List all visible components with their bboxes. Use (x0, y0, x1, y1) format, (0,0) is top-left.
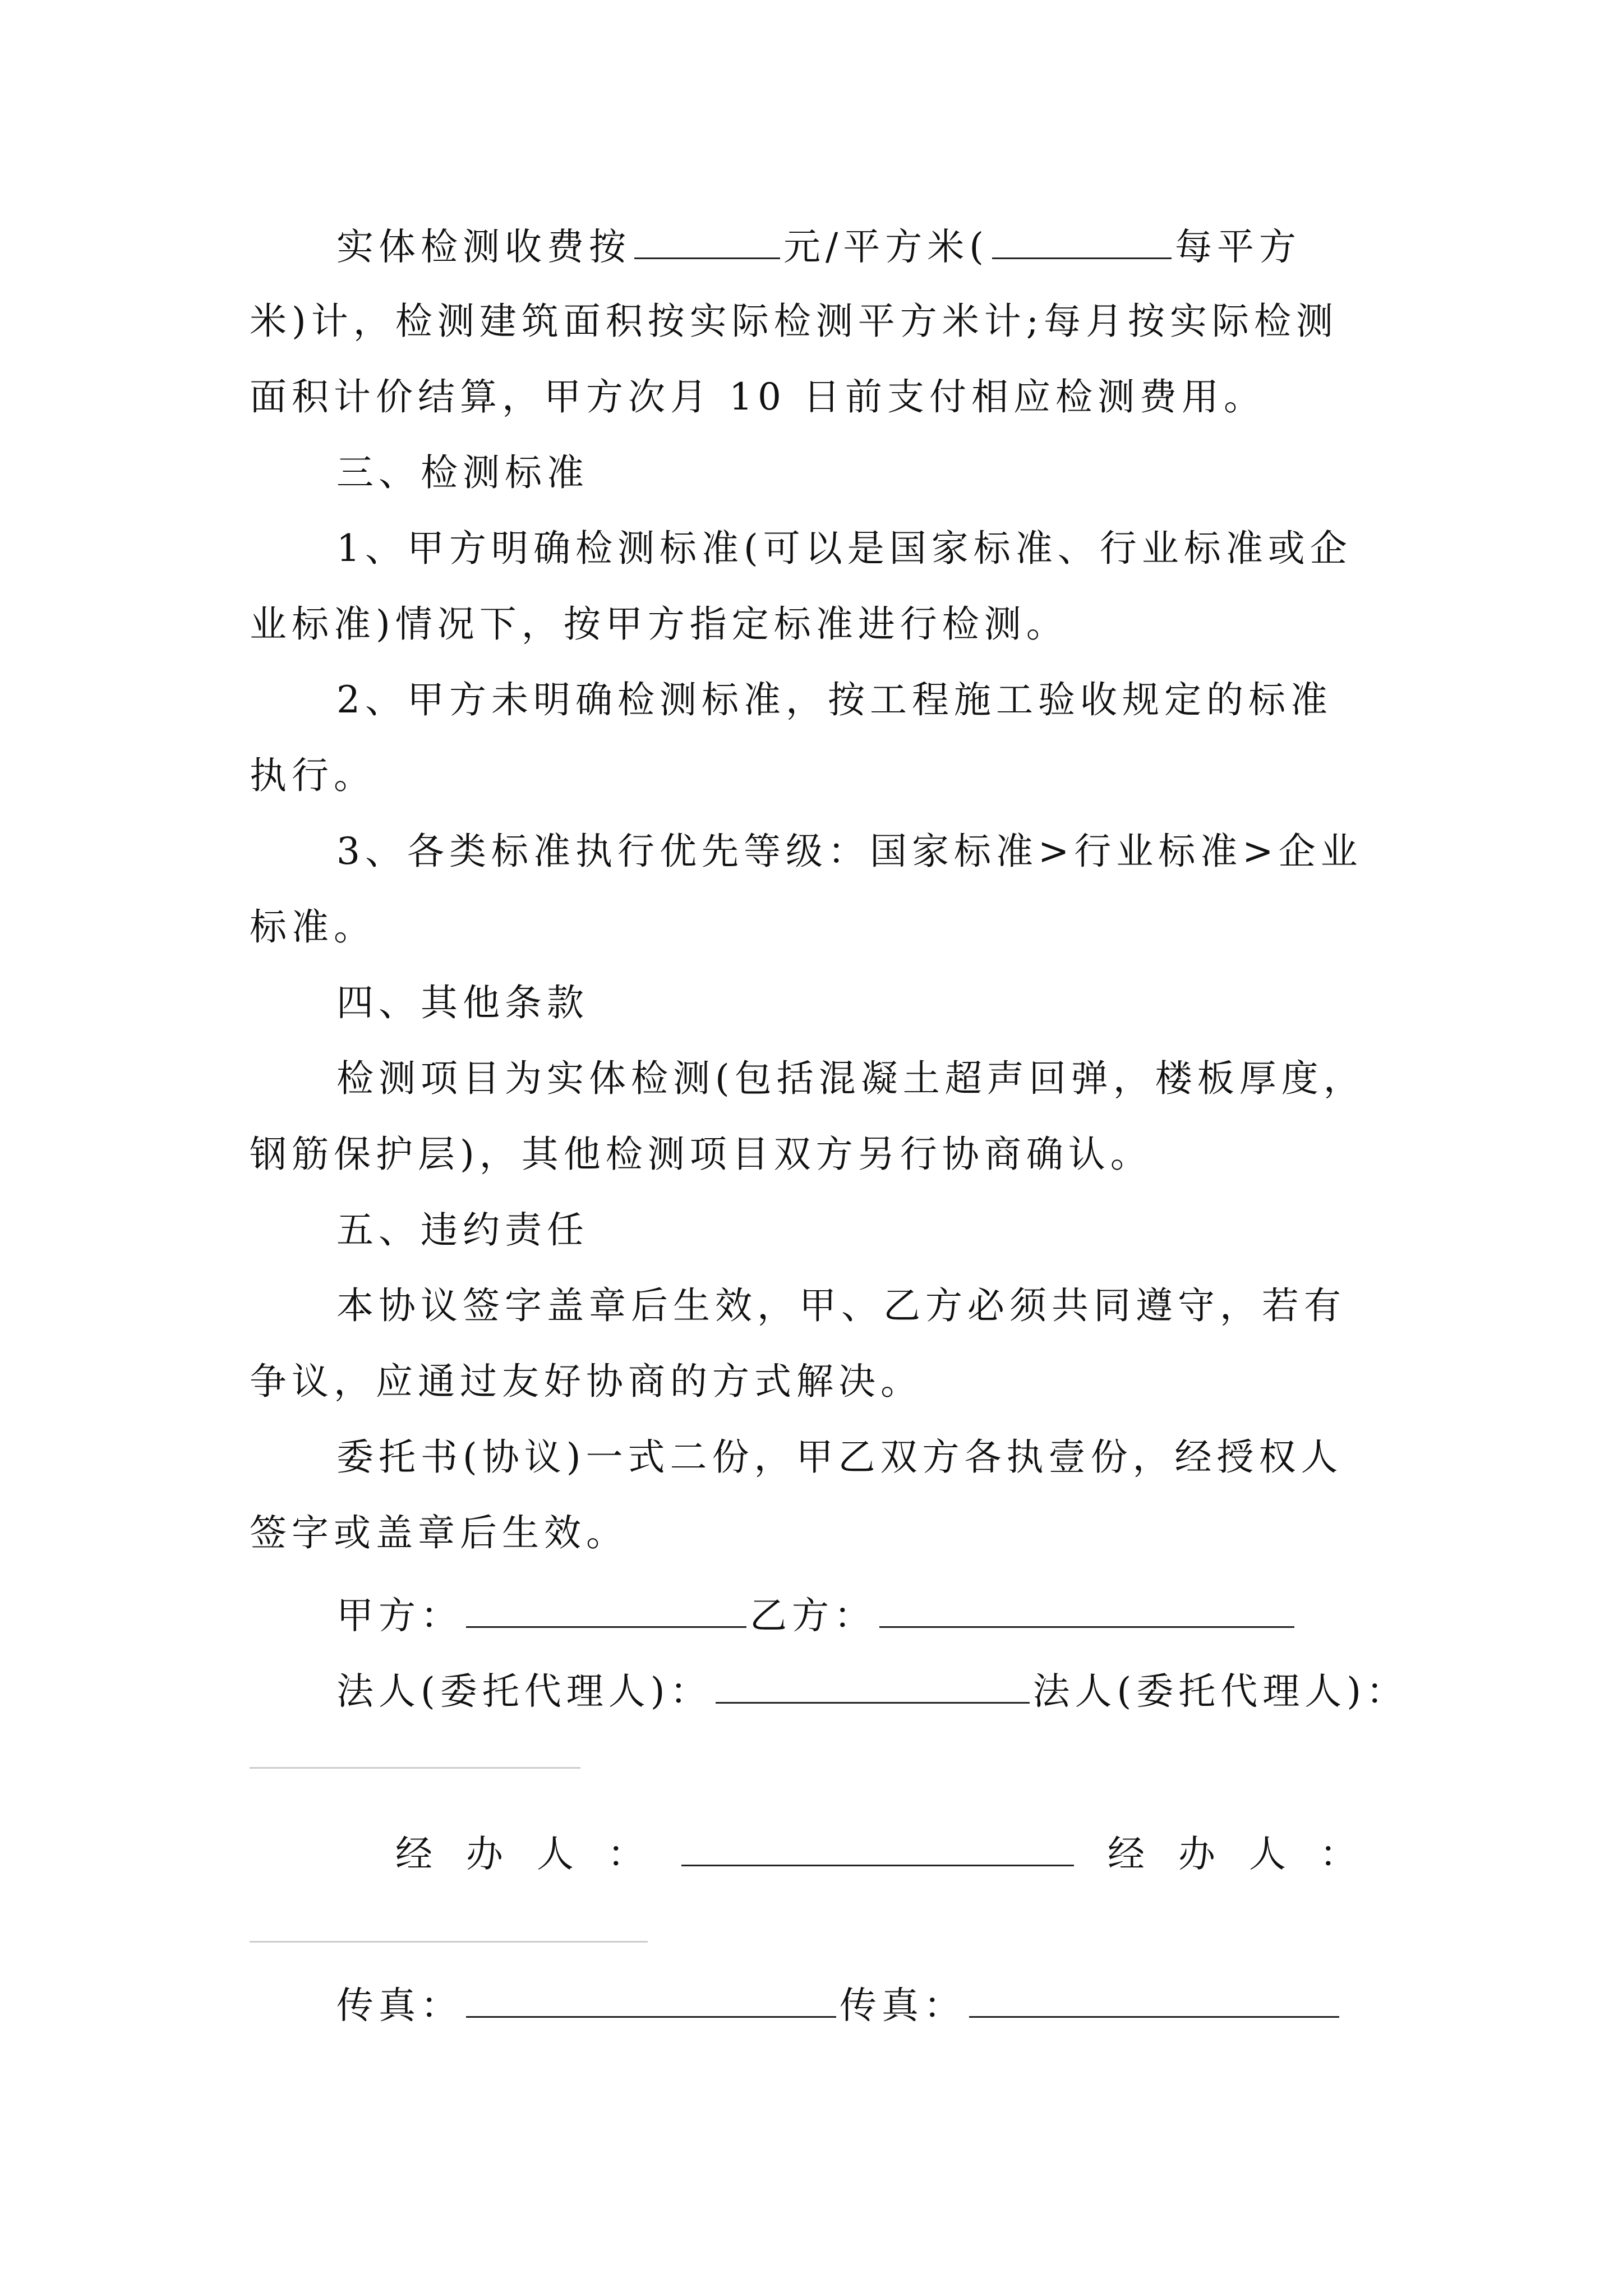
standard-3-line-1: 3、各类标准执行优先等级：国家标准>行业标准>企业 (336, 830, 1363, 873)
liability-line-1: 本协议签字盖章后生效，甲、乙方必须共同遵守，若有 (336, 1284, 1346, 1327)
legal-rep-a-label: 法人(委托代理人)： (336, 1669, 712, 1713)
fee-amount-blank (992, 224, 1172, 259)
copies-line-2: 签字或盖章后生效。 (250, 1511, 628, 1554)
section-3-heading: 三、检测标准 (336, 451, 589, 494)
fee-text-start: 实体检测收费按 (336, 225, 631, 269)
party-a-blank (466, 1593, 746, 1628)
standard-2-line-2: 执行。 (250, 754, 376, 797)
fee-rate-blank (634, 224, 780, 259)
fax-a-blank (466, 1983, 836, 2018)
fax-b-label: 传真： (840, 1984, 966, 2027)
legal-rep-b-label: 法人(委托代理人)： (1032, 1669, 1408, 1713)
handler-line (395, 1832, 1390, 1876)
fee-unit-text: 元/平方米( (783, 225, 989, 269)
standard-1-line-1: 1、甲方明确检测标准(可以是国家标准、行业标准或企 (336, 527, 1352, 570)
liability-line-2: 争议，应通过友好协商的方式解决。 (250, 1360, 923, 1403)
standard-2-line-1: 2、甲方未明确检测标准，按工程施工验收规定的标准 (336, 678, 1332, 721)
party-b-blank (879, 1593, 1294, 1628)
party-line (336, 1593, 1298, 1637)
handler-a-blank (681, 1832, 1074, 1866)
handler-b-blank (250, 1941, 648, 1943)
section-5-heading: 五、违约责任 (336, 1208, 589, 1251)
legal-rep-b-blank (250, 1767, 580, 1769)
standard-1-line-2: 业标准)情况下，按甲方指定标准进行检测。 (250, 602, 1068, 646)
fee-line-1 (336, 224, 1301, 269)
fax-a-label: 传真： (336, 1984, 463, 2027)
copies-line-1: 委托书(协议)一式二份，甲乙双方各执壹份，经授权人 (336, 1435, 1343, 1479)
legal-rep-line (336, 1669, 1408, 1713)
handler-b-label: 经办人： (1108, 1832, 1390, 1876)
fee-line-2: 米)计，检测建筑面积按实际检测平方米计;每月按实际检测 (250, 300, 1338, 343)
other-terms-line-1: 检测项目为实体检测(包括混凝土超声回弹，楼板厚度， (336, 1057, 1366, 1100)
fee-per-text: 每平方 (1175, 225, 1301, 269)
fee-line-3: 面积计价结算，甲方次月 10 日前支付相应检测费用。 (250, 375, 1266, 418)
fax-b-blank (969, 1983, 1339, 2018)
party-a-label: 甲方： (336, 1594, 463, 1637)
section-4-heading: 四、其他条款 (336, 981, 589, 1024)
party-b-label: 乙方： (750, 1594, 876, 1637)
legal-rep-a-blank (716, 1669, 1030, 1704)
handler-a-label: 经办人： (395, 1832, 678, 1876)
standard-3-line-2: 标准。 (250, 905, 376, 949)
other-terms-line-2: 钢筋保护层)，其他检测项目双方另行协商确认。 (250, 1133, 1152, 1176)
fax-line (336, 1983, 1343, 2027)
